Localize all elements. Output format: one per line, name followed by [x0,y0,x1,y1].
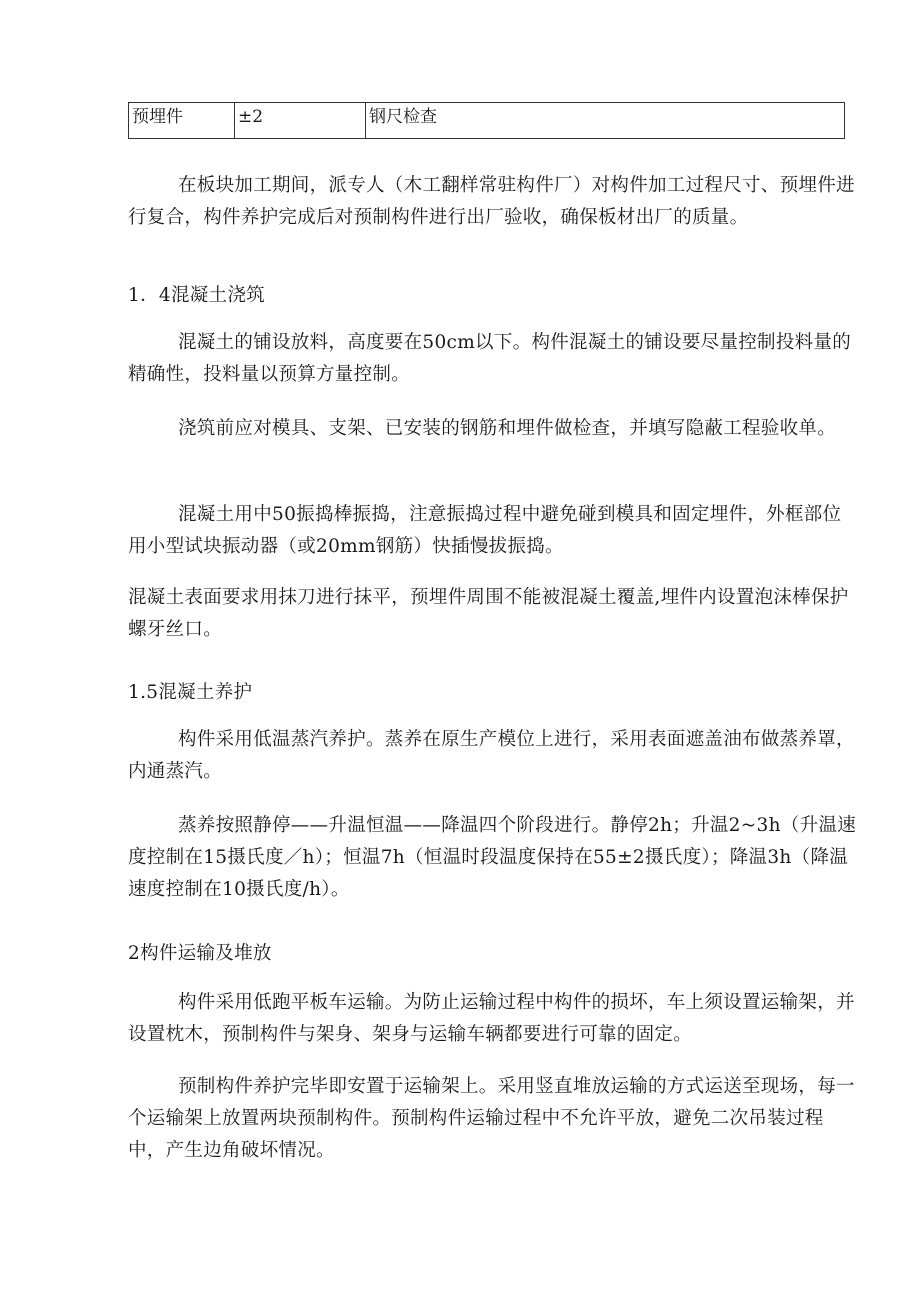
paragraph-transport-rack: 预制构件养护完毕即安置于运输架上。采用竖直堆放运输的方式运送至现场，每一个运输架上放置两块预制构件。预制构件运输过程中不允许平放，避免二次吊装过程中，产生边角破坏情况。 [128,1076,855,1161]
paragraph-pre-pour-inspection: 浇筑前应对模具、支架、已安装的钢筋和埋件做检查，并填写隐蔽工程验收单。 [178,418,837,439]
section-heading-concrete-curing: 1.5混凝土养护 [128,682,253,703]
paragraph-transport-vehicle: 构件采用低跑平板车运输。为防止运输过程中构件的损坏，车上须设置运输架，并设置枕木，预制构件与架身、架身与运输车辆都要进行可靠的固定。 [128,992,855,1045]
paragraph-curing-stages: 蒸养按照静停——升温恒温——降温四个阶段进行。静停2h；升温2~3h（升温速度控制在15摄氏度／h）；恒温7h（恒温时段温度保持在55±2摄氏度）；降温3h（降温速度控制在10摄氏度/h）。 [128,815,857,900]
table-cell-item: 预埋件 [129,103,235,139]
paragraph-concrete-placement: 混凝土的铺设放料，高度要在50cm以下。构件混凝土的铺设要尽量控制投料量的精确性，投料量以预算方量控制。 [128,332,852,385]
paragraph-steam-curing: 构件采用低温蒸汽养护。蒸养在原生产模位上进行，采用表面遮盖油布做蒸养罩，内通蒸汽。 [128,729,855,782]
paragraph-processing-check: 在板块加工期间，派专人（木工翻样常驻构件厂）对构件加工过程尺寸、预埋件进行复合，构件养护完成后对预制构件进行出厂验收，确保板材出厂的质量。 [128,175,855,228]
table-cell-tolerance: ±2 [235,103,366,139]
section-heading-concrete-pouring: 1．4混凝土浇筑 [128,285,265,306]
tolerance-table [128,102,845,139]
section-heading-transport-storage: 2构件运输及堆放 [128,943,272,964]
table-row [129,103,845,139]
paragraph-surface-finishing: 混凝土表面要求用抹刀进行抹平，预埋件周围不能被混凝土覆盖,埋件内设置泡沫棒保护螺牙丝口。 [128,587,849,640]
paragraph-vibration: 混凝土用中50振捣棒振捣，注意振捣过程中避免碰到模具和固定埋件，外框部位用小型试块振动器（或20mm钢筋）快插慢拔振捣。 [128,504,842,557]
table-cell-method: 钢尺检查 [366,103,845,139]
